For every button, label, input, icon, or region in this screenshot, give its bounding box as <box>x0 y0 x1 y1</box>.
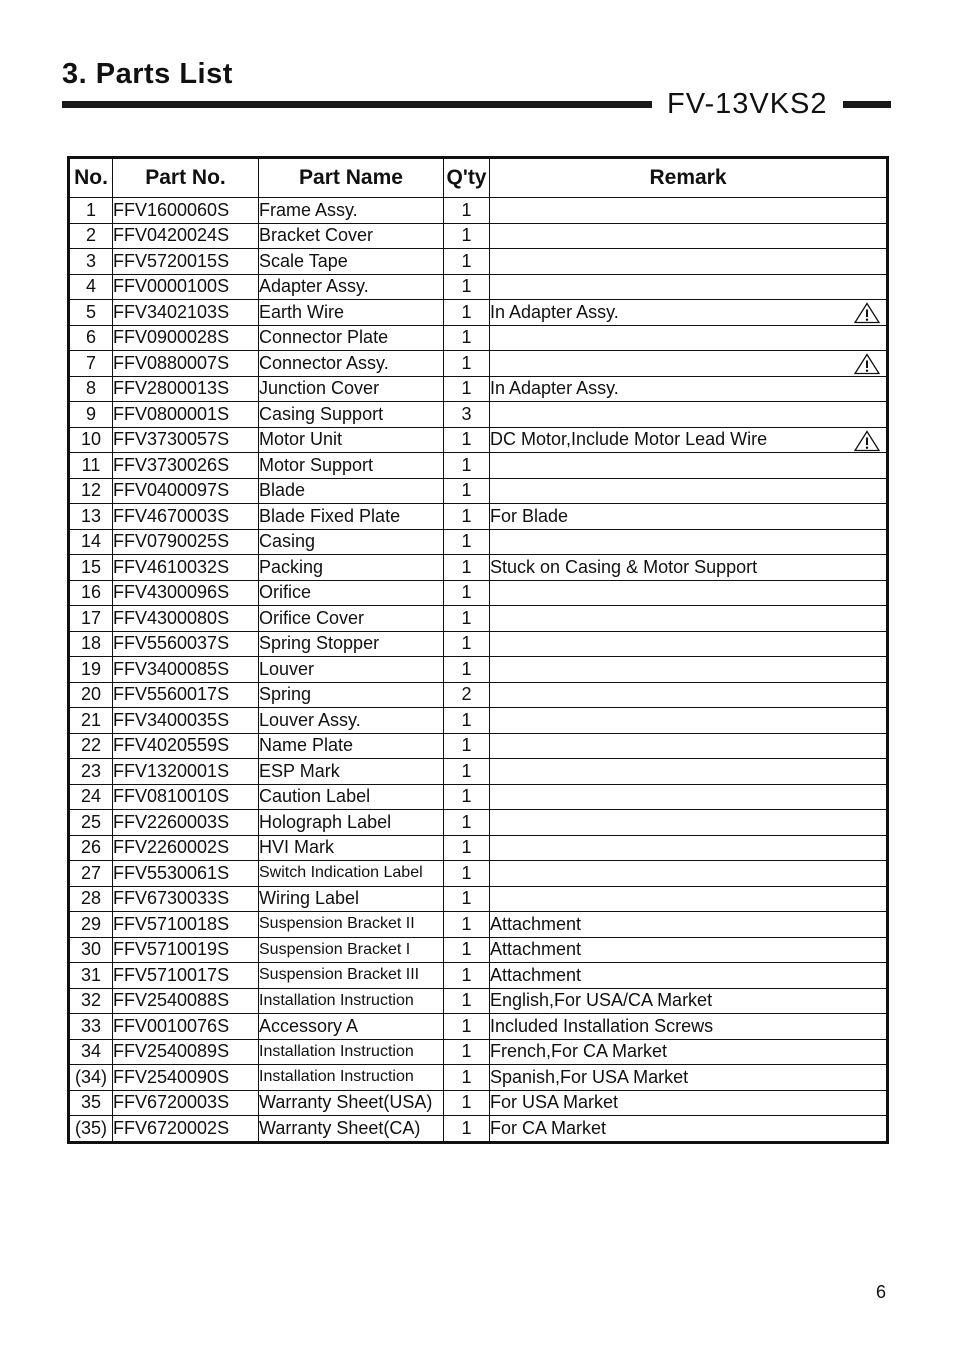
part-name: Adapter Assy. <box>259 274 444 300</box>
part-name: Wiring Label <box>259 886 444 912</box>
row-number: 35 <box>69 1090 113 1116</box>
remark-cell <box>490 708 888 734</box>
remark-text: In Adapter Assy. <box>490 301 619 322</box>
part-number: FFV2540090S <box>113 1065 259 1091</box>
remark-text: Attachment <box>490 964 582 985</box>
column-header-part-name: Part Name <box>259 158 444 198</box>
part-name: Frame Assy. <box>259 198 444 224</box>
part-number: FFV5710017S <box>113 963 259 989</box>
row-number: 28 <box>69 886 113 912</box>
warning-triangle-icon <box>854 353 880 375</box>
part-number: FFV5720015S <box>113 249 259 275</box>
quantity: 1 <box>444 427 490 453</box>
remark-cell <box>490 937 888 963</box>
remark-cell <box>490 1065 888 1091</box>
part-name: Blade <box>259 478 444 504</box>
part-number: FFV2540088S <box>113 988 259 1014</box>
table-row <box>69 835 888 861</box>
row-number: 17 <box>69 606 113 632</box>
table-row <box>69 223 888 249</box>
row-number: 20 <box>69 682 113 708</box>
quantity: 1 <box>444 504 490 530</box>
remark-cell <box>490 478 888 504</box>
remark-text: Attachment <box>490 939 582 960</box>
part-name: Spring Stopper <box>259 631 444 657</box>
quantity: 1 <box>444 937 490 963</box>
quantity: 1 <box>444 1065 490 1091</box>
part-number: FFV0790025S <box>113 529 259 555</box>
row-number: 21 <box>69 708 113 734</box>
quantity: 1 <box>444 223 490 249</box>
model-number: FV-13VKS2 <box>667 88 828 120</box>
part-name: Motor Support <box>259 453 444 479</box>
title-rule-left <box>62 101 652 108</box>
quantity: 1 <box>444 1090 490 1116</box>
part-number: FFV4300080S <box>113 606 259 632</box>
warning-triangle-icon <box>854 302 880 324</box>
part-number: FFV2800013S <box>113 376 259 402</box>
table-row <box>69 759 888 785</box>
remark-text: For Blade <box>490 505 569 526</box>
part-name: Suspension Bracket I <box>259 937 444 963</box>
table-row <box>69 351 888 377</box>
quantity: 1 <box>444 274 490 300</box>
part-number: FFV3402103S <box>113 300 259 326</box>
quantity: 1 <box>444 529 490 555</box>
table-row <box>69 478 888 504</box>
row-number: (35) <box>69 1116 113 1143</box>
quantity: 1 <box>444 963 490 989</box>
table-row <box>69 937 888 963</box>
part-name: Blade Fixed Plate <box>259 504 444 530</box>
quantity: 1 <box>444 784 490 810</box>
remark-cell <box>490 300 888 326</box>
row-number: 14 <box>69 529 113 555</box>
part-name: Switch Indication Label <box>259 861 444 887</box>
row-number: 15 <box>69 555 113 581</box>
table-row <box>69 274 888 300</box>
quantity: 1 <box>444 1014 490 1040</box>
remark-text: French,For CA Market <box>490 1041 668 1062</box>
part-number: FFV4020559S <box>113 733 259 759</box>
table-row <box>69 682 888 708</box>
part-name: Bracket Cover <box>259 223 444 249</box>
row-number: 32 <box>69 988 113 1014</box>
part-name: Holograph Label <box>259 810 444 836</box>
remark-cell <box>490 759 888 785</box>
remark-cell <box>490 682 888 708</box>
remark-cell <box>490 784 888 810</box>
remark-cell <box>490 657 888 683</box>
part-name: Packing <box>259 555 444 581</box>
table-header-row <box>69 158 888 198</box>
remark-cell <box>490 580 888 606</box>
table-row <box>69 733 888 759</box>
row-number: 23 <box>69 759 113 785</box>
column-header-remark: Remark <box>490 158 888 198</box>
row-number: (34) <box>69 1065 113 1091</box>
quantity: 1 <box>444 733 490 759</box>
quantity: 1 <box>444 988 490 1014</box>
row-number: 9 <box>69 402 113 428</box>
part-number: FFV6730033S <box>113 886 259 912</box>
table-row <box>69 376 888 402</box>
quantity: 1 <box>444 708 490 734</box>
quantity: 1 <box>444 1116 490 1143</box>
row-number: 29 <box>69 912 113 938</box>
parts-table <box>67 156 889 1144</box>
remark-cell <box>490 504 888 530</box>
remark-cell <box>490 912 888 938</box>
part-number: FFV2260002S <box>113 835 259 861</box>
remark-cell <box>490 453 888 479</box>
remark-cell <box>490 861 888 887</box>
remark-cell <box>490 249 888 275</box>
part-name: Earth Wire <box>259 300 444 326</box>
part-number: FFV5710019S <box>113 937 259 963</box>
row-number: 4 <box>69 274 113 300</box>
row-number: 27 <box>69 861 113 887</box>
table-row <box>69 1090 888 1116</box>
table-row <box>69 580 888 606</box>
part-number: FFV3400085S <box>113 657 259 683</box>
row-number: 5 <box>69 300 113 326</box>
quantity: 1 <box>444 325 490 351</box>
table-row <box>69 1039 888 1065</box>
remark-text: In Adapter Assy. <box>490 378 619 399</box>
part-number: FFV0900028S <box>113 325 259 351</box>
part-number: FFV0010076S <box>113 1014 259 1040</box>
row-number: 2 <box>69 223 113 249</box>
row-number: 3 <box>69 249 113 275</box>
remark-cell <box>490 376 888 402</box>
table-row <box>69 402 888 428</box>
remark-text: Spanish,For USA Market <box>490 1066 689 1087</box>
table-row <box>69 988 888 1014</box>
column-header-part-no: Part No. <box>113 158 259 198</box>
row-number: 31 <box>69 963 113 989</box>
table-row <box>69 631 888 657</box>
column-header-qty: Q'ty <box>444 158 490 198</box>
row-number: 11 <box>69 453 113 479</box>
remark-cell <box>490 1116 888 1143</box>
part-number: FFV4610032S <box>113 555 259 581</box>
remark-cell <box>490 351 888 377</box>
row-number: 24 <box>69 784 113 810</box>
part-name: Louver Assy. <box>259 708 444 734</box>
table-row <box>69 529 888 555</box>
remark-text: Included Installation Screws <box>490 1015 714 1036</box>
row-number: 6 <box>69 325 113 351</box>
row-number: 7 <box>69 351 113 377</box>
row-number: 8 <box>69 376 113 402</box>
table-row <box>69 861 888 887</box>
part-number: FFV3730026S <box>113 453 259 479</box>
part-name: Warranty Sheet(CA) <box>259 1116 444 1143</box>
quantity: 1 <box>444 912 490 938</box>
row-number: 1 <box>69 198 113 224</box>
part-name: ESP Mark <box>259 759 444 785</box>
page-title: 3. Parts List <box>62 58 233 90</box>
part-number: FFV1320001S <box>113 759 259 785</box>
part-number: FFV3730057S <box>113 427 259 453</box>
table-row <box>69 886 888 912</box>
table-row <box>69 657 888 683</box>
table-row <box>69 912 888 938</box>
part-number: FFV5710018S <box>113 912 259 938</box>
part-number: FFV2260003S <box>113 810 259 836</box>
column-header-no: No. <box>69 158 113 198</box>
remark-cell <box>490 835 888 861</box>
quantity: 1 <box>444 861 490 887</box>
part-number: FFV5530061S <box>113 861 259 887</box>
remark-cell <box>490 325 888 351</box>
part-number: FFV1600060S <box>113 198 259 224</box>
quantity: 1 <box>444 1039 490 1065</box>
table-row <box>69 325 888 351</box>
row-number: 22 <box>69 733 113 759</box>
row-number: 26 <box>69 835 113 861</box>
table-row <box>69 427 888 453</box>
table-row <box>69 963 888 989</box>
table-row <box>69 1065 888 1091</box>
remark-cell <box>490 223 888 249</box>
quantity: 1 <box>444 351 490 377</box>
remark-text: For USA Market <box>490 1092 619 1113</box>
quantity: 1 <box>444 631 490 657</box>
page-number: 6 <box>876 1282 887 1302</box>
quantity: 1 <box>444 453 490 479</box>
row-number: 30 <box>69 937 113 963</box>
quantity: 1 <box>444 198 490 224</box>
remark-cell <box>490 810 888 836</box>
remark-text: DC Motor,Include Motor Lead Wire <box>490 429 768 450</box>
row-number: 13 <box>69 504 113 530</box>
remark-cell <box>490 402 888 428</box>
part-name: Caution Label <box>259 784 444 810</box>
row-number: 18 <box>69 631 113 657</box>
row-number: 33 <box>69 1014 113 1040</box>
part-name: Orifice Cover <box>259 606 444 632</box>
quantity: 1 <box>444 376 490 402</box>
remark-cell <box>490 529 888 555</box>
part-number: FFV0800001S <box>113 402 259 428</box>
quantity: 1 <box>444 580 490 606</box>
part-name: Connector Assy. <box>259 351 444 377</box>
part-name: Casing <box>259 529 444 555</box>
part-name: Name Plate <box>259 733 444 759</box>
remark-cell <box>490 198 888 224</box>
quantity: 1 <box>444 810 490 836</box>
part-number: FFV5560037S <box>113 631 259 657</box>
part-number: FFV3400035S <box>113 708 259 734</box>
part-name: Orifice <box>259 580 444 606</box>
part-name: Installation Instruction <box>259 1065 444 1091</box>
quantity: 1 <box>444 249 490 275</box>
remark-cell <box>490 733 888 759</box>
part-number: FFV0880007S <box>113 351 259 377</box>
parts-table-body <box>69 198 888 1143</box>
remark-cell <box>490 1090 888 1116</box>
part-number: FFV5560017S <box>113 682 259 708</box>
quantity: 1 <box>444 555 490 581</box>
part-name: Scale Tape <box>259 249 444 275</box>
quantity: 1 <box>444 759 490 785</box>
table-row <box>69 504 888 530</box>
part-number: FFV2540089S <box>113 1039 259 1065</box>
remark-cell <box>490 555 888 581</box>
table-row <box>69 453 888 479</box>
quantity: 1 <box>444 478 490 504</box>
remark-cell <box>490 1039 888 1065</box>
part-name: Installation Instruction <box>259 1039 444 1065</box>
row-number: 25 <box>69 810 113 836</box>
part-number: FFV6720002S <box>113 1116 259 1143</box>
warning-triangle-icon <box>854 430 880 452</box>
part-name: Louver <box>259 657 444 683</box>
table-row <box>69 249 888 275</box>
row-number: 34 <box>69 1039 113 1065</box>
table-row <box>69 784 888 810</box>
part-number: FFV0420024S <box>113 223 259 249</box>
quantity: 1 <box>444 835 490 861</box>
table-row <box>69 708 888 734</box>
row-number: 16 <box>69 580 113 606</box>
part-name: Connector Plate <box>259 325 444 351</box>
part-number: FFV6720003S <box>113 1090 259 1116</box>
part-name: Accessory A <box>259 1014 444 1040</box>
part-name: Spring <box>259 682 444 708</box>
part-number: FFV0400097S <box>113 478 259 504</box>
quantity: 1 <box>444 657 490 683</box>
part-name: Suspension Bracket II <box>259 912 444 938</box>
remark-cell <box>490 606 888 632</box>
table-row <box>69 1116 888 1143</box>
table-row <box>69 198 888 224</box>
remark-cell <box>490 886 888 912</box>
remark-cell <box>490 1014 888 1040</box>
table-row <box>69 810 888 836</box>
quantity: 1 <box>444 606 490 632</box>
quantity: 1 <box>444 886 490 912</box>
remark-cell <box>490 963 888 989</box>
remark-cell <box>490 427 888 453</box>
title-rule-right <box>843 101 891 108</box>
remark-text: For CA Market <box>490 1117 607 1138</box>
part-name: HVI Mark <box>259 835 444 861</box>
table-row <box>69 606 888 632</box>
part-name: Warranty Sheet(USA) <box>259 1090 444 1116</box>
table-row <box>69 1014 888 1040</box>
quantity: 2 <box>444 682 490 708</box>
row-number: 10 <box>69 427 113 453</box>
quantity: 3 <box>444 402 490 428</box>
part-number: FFV4300096S <box>113 580 259 606</box>
part-name: Junction Cover <box>259 376 444 402</box>
remark-cell <box>490 631 888 657</box>
remark-text: Stuck on Casing & Motor Support <box>490 556 758 577</box>
part-name: Installation Instruction <box>259 988 444 1014</box>
row-number: 12 <box>69 478 113 504</box>
quantity: 1 <box>444 300 490 326</box>
row-number: 19 <box>69 657 113 683</box>
part-name: Casing Support <box>259 402 444 428</box>
remark-text: English,For USA/CA Market <box>490 990 713 1011</box>
remark-cell <box>490 988 888 1014</box>
remark-text: Attachment <box>490 913 582 934</box>
part-name: Motor Unit <box>259 427 444 453</box>
part-number: FFV0000100S <box>113 274 259 300</box>
table-row <box>69 300 888 326</box>
table-row <box>69 555 888 581</box>
part-number: FFV4670003S <box>113 504 259 530</box>
remark-cell <box>490 274 888 300</box>
part-number: FFV0810010S <box>113 784 259 810</box>
part-name: Suspension Bracket III <box>259 963 444 989</box>
